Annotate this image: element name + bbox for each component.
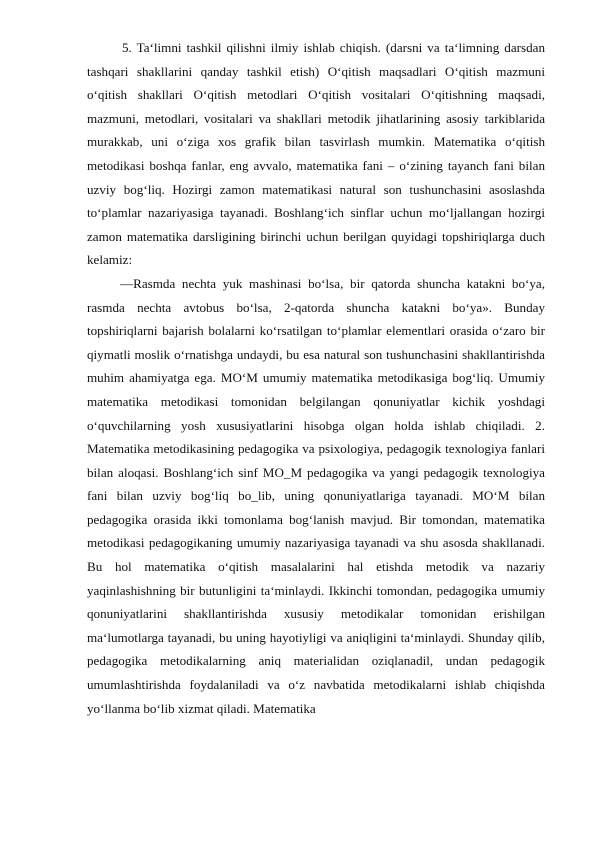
paragraph-1: 5. Ta‘limni tashkil qilishni ilmiy ishlab chiqish. (darsni va ta‘limning darsdan tashqari shakllarini qanday tashkil etish) O‘qitish maqsadlari O‘qitish mazmuni o‘qitish shakllari O‘qitish metodlari O‘qitish vositalari O‘qitishning maqsadi, mazmuni, metodlari, vositalari va shakllari metodik jihatlarining asosiy tarkiblarida murakkab, uni o‘ziga xos grafik bilan tasvirlash mumkin. Matematika o‘qitish metodikasi boshqa fanlar, eng avvalo, matematika fani – o‘zining tayanch fani bilan uzviy bog‘liq. Hozirgi zamon matematikasi natural son tushunchasini asoslashda to‘plamlar nazariyasiga tayanadi. Boshlang‘ich sinflar uchun mo‘ljallangan hozirgi zamon matematika darsligining birinchi uchun berilgan quyidagi topshiriqlarga duch kelamiz:: [87, 40, 545, 268]
body-text: [87, 36, 545, 720]
paragraph-2: ―Rasmda nechta yuk mashinasi bo‘lsa, bir qatorda shuncha katakni bo‘ya, rasmda nechta avtobus bo‘lsa, 2-qatorda shuncha katakni bo‘ya». Bunday topshiriqlarni bajarish bolalarni ko‘rsatilgan to‘plamlar elementlari orasida o‘zaro bir qiymatli moslik o‘rnatishga undaydi, bu esa natural son tushunchasini shakllantirishda muhim ahamiyatga ega. MO‘M umumiy matematika metodikasiga bog‘liq. Umumiy matematika metodikasi tomonidan belgilangan qonuniyatlar kichik yoshdagi o‘quvchilarning yosh xususiyatlarini hisobga olgan holda ishlab chiqiladi. 2. Matematika metodikasining pedagogika va psixologiya, pedagogik texnologiya fanlari bilan aloqasi. Boshlang‘ich sinf MO_M pedagogika va yangi pedagogik texnologiya fani bilan uzviy bog‘liq bo_lib, uning qonuniyatlariga tayanadi. MO‘M bilan pedagogika orasida ikki tomonlama bog‘lanish mavjud. Bir tomondan, matematika metodikasi pedagogikaning umumiy nazariyasiga tayanadi va shu asosda shakllanadi. Bu hol matematika o‘qitish masalalarini hal etishda metodik va nazariy yaqinlashishning bir butunligini ta‘minlaydi. Ikkinchi tomondan, pedagogika umumiy qonuniyatlarini shakllantirishda xususiy metodikalar tomonidan erishilgan ma‘lumotlarga tayanadi, bu uning hayotiyligi va aniqligini ta‘minlaydi. Shunday qilib, pedagogika metodikalarning aniq materialidan oziqlanadil, undan pedagogik umumlashtirishda foydalaniladi va o‘z navbatida metodikalarni ishlab chiqishda yo‘llanma bo‘lib xizmat qiladi. Matematika: [87, 275, 545, 716]
